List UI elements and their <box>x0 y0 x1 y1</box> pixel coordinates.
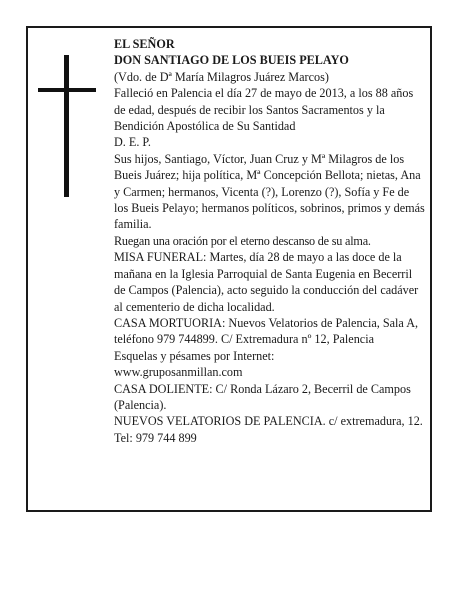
prayer-line: Ruegan una oración por el eterno descanso de su alma. <box>114 233 371 248</box>
internet-label: Esquelas y pésames por Internet: <box>114 348 275 363</box>
death-details: Falleció en Palencia el día 27 de mayo de 2013, a los 88 años de edad, después de recibir los Santos Sacramentos y la Bendición Apostólica de Su Santidad <box>114 86 414 134</box>
widower-line: (Vdo. de Dª María Milagros Juárez Marcos) <box>114 69 329 84</box>
home-address: CASA DOLIENTE: C/ Ronda Lázaro 2, Becerril de Campos (Palencia). <box>114 381 411 412</box>
funeral-info: MISA FUNERAL: Martes, día 28 de mayo a las doce de la mañana en la Iglesia Parroquial de Santa Eugenia en Becerril de Campos (Palencia), acto seguido la conducción del cadáver al cementerio de dicha localidad. <box>114 250 419 314</box>
cross-icon-bar <box>38 88 96 92</box>
obituary-text <box>114 36 426 446</box>
deceased-name: DON SANTIAGO DE LOS BUEIS PELAYO <box>114 53 349 68</box>
rip-line: D. E. P. <box>114 135 151 150</box>
heading-title: EL SEÑOR <box>114 37 175 51</box>
mortuary-info: CASA MORTUORIA: Nuevos Velatorios de Palencia, Sala A, teléfono 979 744899. C/ Extremadura nº 12, Palencia <box>114 315 419 347</box>
cross-icon <box>64 55 69 197</box>
velatorios-info: NUEVOS VELATORIOS DE PALENCIA. c/ extremadura, 12. Tel: 979 744 899 <box>114 414 423 445</box>
family-list: Sus hijos, Santiago, Víctor, Juan Cruz y Mª Milagros de los Bueis Juárez; hija política, Mª Concepción Bellota; nietas, Ana y Carmen; hermanos, Vicenta (?), Lorenzo (?), Sofía y Fe de los Bueis Pelayo; hermanos políticos, sobrinos, primos y demás familia. <box>114 151 425 232</box>
internet-link[interactable]: www.gruposanmillan.com <box>114 365 243 380</box>
